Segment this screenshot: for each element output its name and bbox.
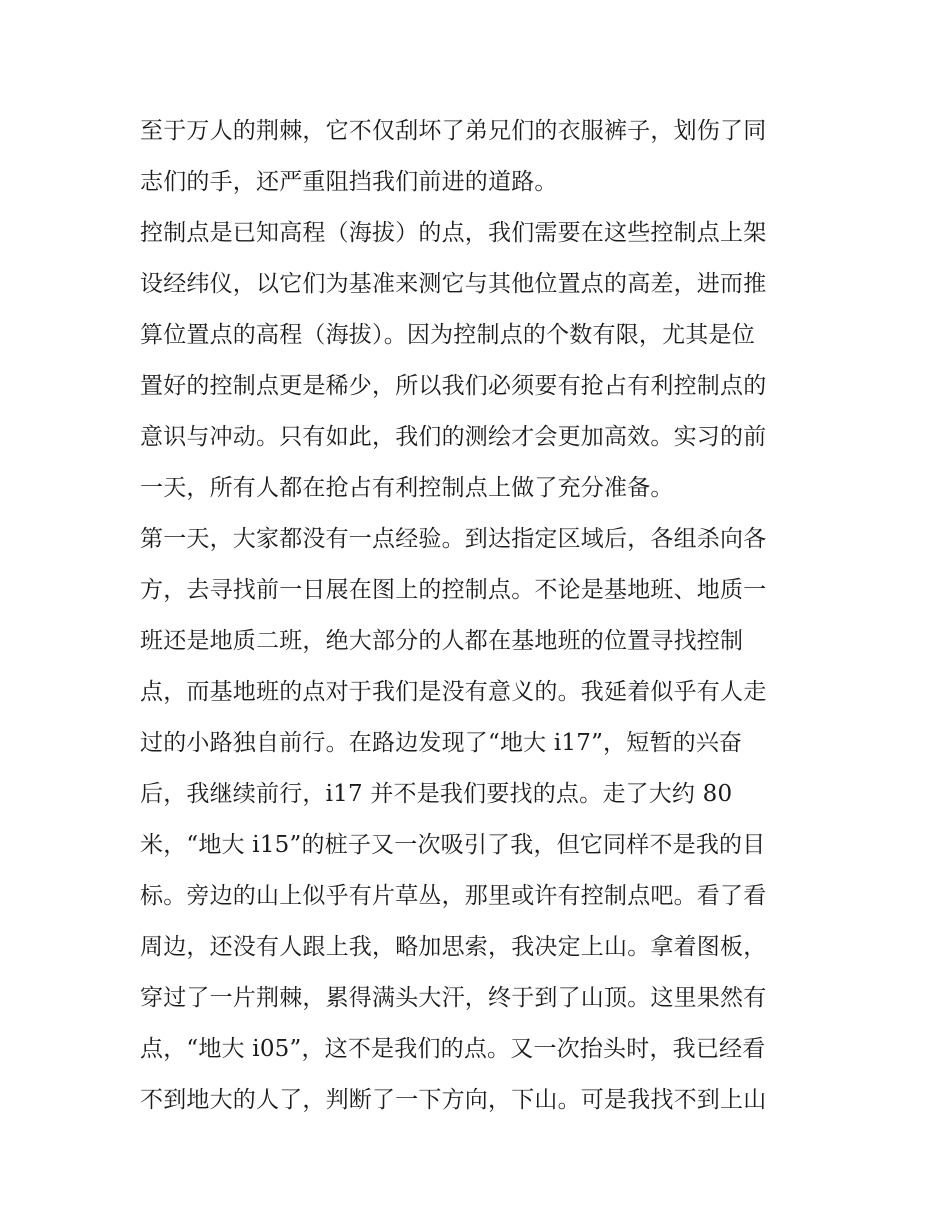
text-line: 控制点是已知高程（海拔）的点，我们需要在这些控制点上架 [140, 220, 767, 246]
text-line: 方，去寻找前一日展在图上的控制点。不论是基地班、地质一 [140, 577, 767, 603]
text-line: 置好的控制点更是稀少，所以我们必须要有抢占有利控制点的 [140, 373, 767, 399]
text-line: 点，“地大 i05”，这不是我们的点。又一次抬头时，我已经看 [140, 1036, 766, 1062]
text-line: 班还是地质二班，绝大部分的人都在基地班的位置寻找控制 [140, 628, 744, 654]
text-line: 设经纬仪，以它们为基准来测它与其他位置点的高差，进而推 [140, 271, 767, 297]
text-line: 不到地大的人了，判断了一下方向，下山。可是我找不到上山 [140, 1087, 767, 1113]
text-line: 第一天，大家都没有一点经验。到达指定区域后，各组杀向各 [140, 526, 767, 552]
text-line: 过的小路独自前行。在路边发现了“地大 i17”，短暂的兴奋 [140, 730, 743, 756]
text-line: 意识与冲动。只有如此，我们的测绘才会更加高效。实习的前 [140, 424, 767, 450]
text-line: 米，“地大 i15”的桩子又一次吸引了我，但它同样不是我的目 [140, 832, 766, 858]
text-line: 点，而基地班的点对于我们是没有意义的。我延着似乎有人走 [140, 679, 767, 705]
body-text [140, 106, 820, 1126]
text-line: 一天，所有人都在抢占有利控制点上做了充分准备。 [140, 475, 674, 501]
text-line: 算位置点的高程（海拔）。因为控制点的个数有限，尤其是位 [140, 322, 755, 348]
text-line: 至于万人的荆棘，它不仅刮坏了弟兄们的衣服裤子，划伤了同 [140, 118, 767, 144]
text-line: 周边，还没有人跟上我，略加思索，我决定上山。拿着图板， [140, 934, 767, 960]
text-line: 志们的手，还严重阻挡我们前进的道路。 [140, 169, 558, 195]
text-line: 标。旁边的山上似乎有片草丛，那里或许有控制点吧。看了看 [140, 883, 767, 909]
text-line: 穿过了一片荆棘，累得满头大汗，终于到了山顶。这里果然有 [140, 985, 767, 1011]
text-line: 后，我继续前行，i17 并不是我们要找的点。走了大约 80 [140, 781, 733, 807]
